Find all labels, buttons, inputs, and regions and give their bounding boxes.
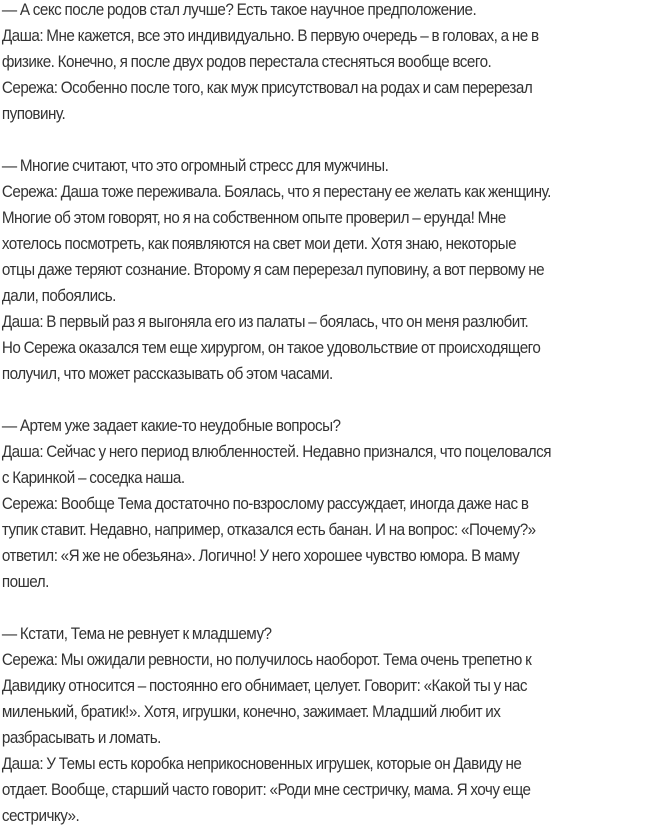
answer-line: Многие об этом говорят, но я на собственном опыте проверил – ерунда! Мне (1, 209, 506, 227)
answer-line: тупик ставит. Недавно, например, отказался есть банан. И на вопрос: «Почему?» (1, 521, 536, 539)
interview-block-questions (2, 413, 670, 595)
answer-line: с Каринкой – соседка наша. (1, 469, 185, 487)
interview-block-jealousy (2, 621, 670, 829)
answer-line: ответил: «Я же не обезьяна». Логично! У него хорошее чувство юмора. В маму (1, 547, 520, 565)
answer-line: физике. Конечно, я после двух родов перестала стесняться вообще всего. (1, 53, 492, 71)
question-line: — Артем уже задает какие-то неудобные вопросы? (1, 417, 341, 435)
answer-line: отдает. Вообще, старший часто говорит: «Роди мне сестричку, мама. Я хочу еще (1, 781, 531, 799)
answer-line: пуповину. (1, 105, 66, 123)
interview-block-sex-after-birth (2, 0, 670, 127)
answer-line: Но Сережа оказался тем еще хирургом, он такое удовольствие от происходящего (1, 339, 541, 357)
answer-line: Давидику относится – постоянно его обнимает, целует. Говорит: «Какой ты у нас (1, 677, 527, 695)
answer-line: миленький, братик!». Хотя, игрушки, конечно, зажимает. Младший любит их (1, 703, 501, 721)
answer-line: Сережа: Вообще Тема достаточно по-взрослому рассуждает, иногда даже нас в (1, 495, 529, 513)
interview-block-stress (2, 153, 670, 387)
answer-line: Сережа: Особенно после того, как муж присутствовал на родах и сам перерезал (1, 79, 533, 97)
question-line: — Кстати, Тема не ревнует к младшему? (1, 625, 272, 643)
question-line: — Многие считают, что это огромный стресс для мужчины. (1, 157, 389, 175)
question-line: — А секс после родов стал лучше? Есть такое научное предположение. (1, 1, 477, 19)
answer-line: дали, побоялись. (1, 287, 116, 305)
answer-line: Даша: У Темы есть коробка неприкосновенных игрушек, которые он Давиду не (1, 755, 522, 773)
answer-line: Сережа: Даша тоже переживала. Боялась, что я перестану ее желать как женщину. (1, 183, 551, 201)
answer-line: разбрасывать и ломать. (1, 729, 161, 747)
answer-line: Даша: Мне кажется, все это индивидуально. В первую очередь – в головах, а не в (1, 27, 539, 45)
answer-line: сестричку». (1, 807, 80, 825)
answer-line: хотелось посмотреть, как появляются на свет мои дети. Хотя знаю, некоторые (1, 235, 517, 253)
answer-line: отцы даже теряют сознание. Второму я сам перерезал пуповину, а вот первому не (1, 261, 545, 279)
answer-line: Сережа: Мы ожидали ревности, но получилось наоборот. Тема очень трепетно к (1, 651, 532, 669)
answer-line: получил, что может рассказывать об этом часами. (1, 365, 333, 383)
answer-line: пошел. (1, 573, 49, 591)
answer-line: Даша: В первый раз я выгоняла его из палаты – боялась, что он меня разлюбит. (1, 313, 529, 331)
answer-line: Даша: Сейчас у него период влюбленностей. Недавно признался, что поцеловался (1, 443, 552, 461)
